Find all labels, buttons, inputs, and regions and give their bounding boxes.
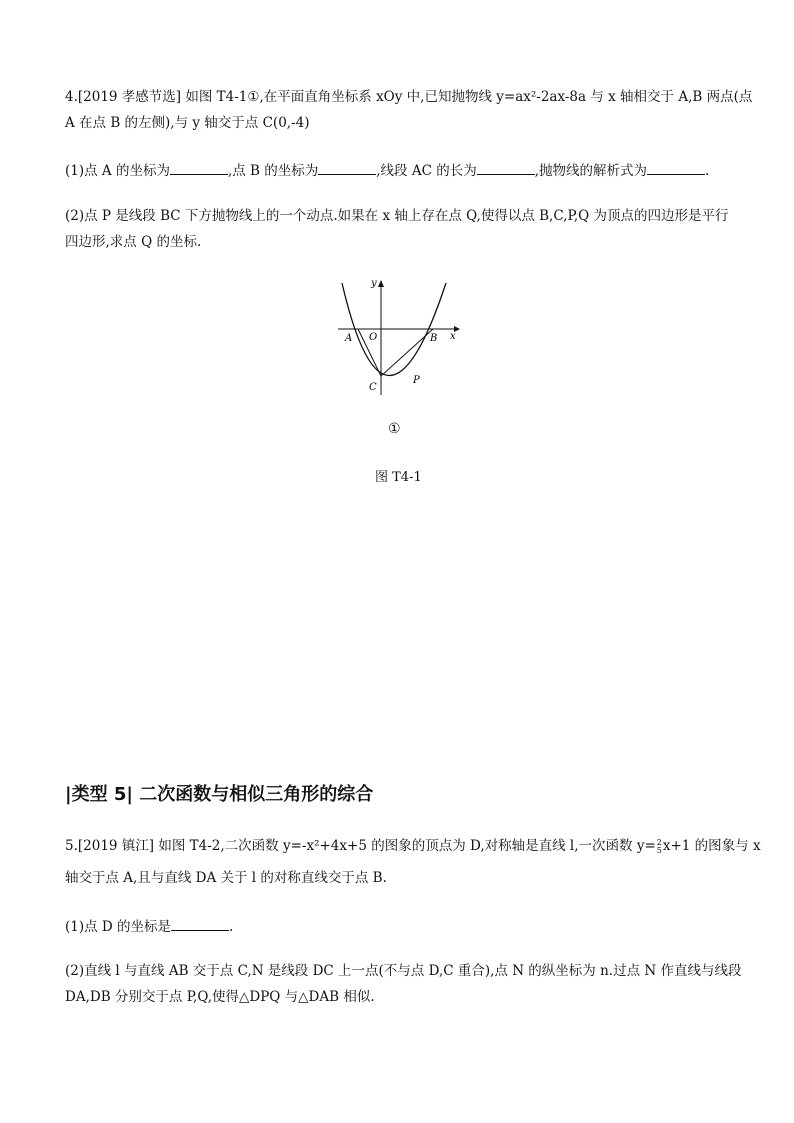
answer-blank xyxy=(647,160,705,175)
q4-part1-text-d: ,抛物线的解析式为 xyxy=(534,163,648,179)
q5-part1-text-a: (1)点 D 的坐标是 xyxy=(65,919,172,935)
q5-stem-text-a: 5.[2019 镇江] 如图 T4-2,二次函数 y=-x²+4x+5 的图象的顶点为 D,对称轴是直线 l,一次函数 y= xyxy=(65,838,656,854)
label-p: P xyxy=(413,375,420,386)
label-c: C xyxy=(369,382,377,393)
q4-part1-text-c: ,线段 AC 的长为 xyxy=(376,163,477,179)
answer-blank xyxy=(318,160,376,175)
q5-part2 xyxy=(65,958,742,1010)
answer-blank xyxy=(171,916,229,931)
q4-part1-text-e: . xyxy=(705,163,710,179)
fraction-denominator: 5 xyxy=(656,845,662,855)
q5-part1-text-b: . xyxy=(229,919,234,935)
label-b: B xyxy=(430,333,438,344)
answer-blank xyxy=(477,160,535,175)
q4-part2 xyxy=(65,203,735,255)
q4-part1-text-b: ,点 B 的坐标为 xyxy=(227,163,319,179)
q4-part1 xyxy=(65,158,735,184)
q4-part2-line1: (2)点 P 是线段 BC 下方抛物线上的一个动点.如果在 x 轴上存在点 Q,使得以点 B,C,P,Q 为顶点的四边形是平行 xyxy=(65,208,729,224)
y-axis-arrow xyxy=(378,280,384,287)
label-y: y xyxy=(371,278,377,289)
label-a: A xyxy=(345,333,353,344)
q4-stem xyxy=(65,84,753,136)
q4-stem-line2: A 在点 B 的左侧),与 y 轴交于点 C(0,-4) xyxy=(65,115,310,131)
answer-blank xyxy=(170,160,228,175)
figure-caption: 图 T4-1 xyxy=(375,470,422,485)
q4-part1-text-a: (1)点 A 的坐标为 xyxy=(65,163,170,179)
label-o: O xyxy=(369,332,378,343)
q5-part1 xyxy=(65,914,735,940)
q4-stem-line1: 4.[2019 孝感节选] 如图 T4-1①,在平面直角坐标系 xOy 中,已知抛物线 y=ax²-2ax-8a 与 x 轴相交于 A,B 两点(点 xyxy=(65,89,753,105)
q5-stem-text-b: x+1 的图象与 x xyxy=(662,838,761,854)
q5-part2-line2: DA,DB 分别交于点 P,Q,使得△DPQ 与△DAB 相似. xyxy=(65,989,375,1005)
q5-stem-line1 xyxy=(65,833,761,859)
figure-subcaption: ① xyxy=(388,421,401,437)
label-x: x xyxy=(450,331,456,342)
section-heading: |类型 5| 二次函数与相似三角形的综合 xyxy=(65,784,374,805)
parabola-figure xyxy=(330,275,470,405)
segment-bc xyxy=(381,329,433,376)
q5-part2-line1: (2)直线 l 与直线 AB 交于点 C,N 是线段 DC 上一点(不与点 D,C 重合),点 N 的纵坐标为 n.过点 N 作直线与线段 xyxy=(65,963,742,979)
q5-stem xyxy=(65,833,761,891)
fraction xyxy=(657,839,662,855)
q5-stem-line2: 轴交于点 A,且与直线 DA 关于 l 的对称直线交于点 B. xyxy=(65,870,387,886)
fraction-numerator: 2 xyxy=(656,837,662,847)
q4-part2-line2: 四边形,求点 Q 的坐标. xyxy=(65,234,202,250)
